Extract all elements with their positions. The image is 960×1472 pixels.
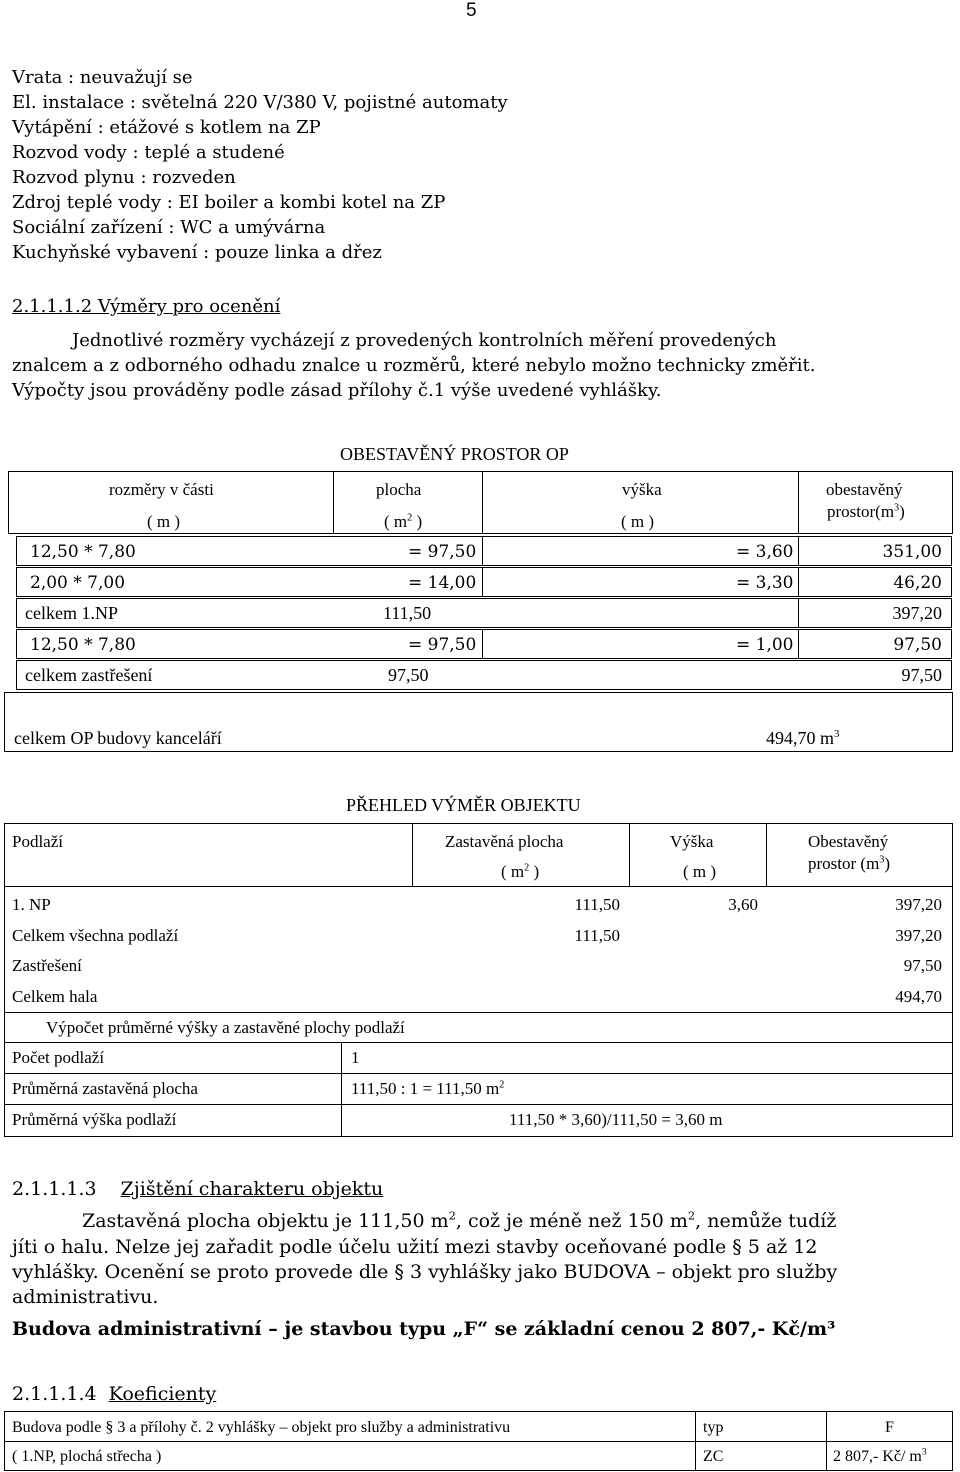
prehled-col-podlazi: Podlaží [12,832,63,851]
koef-heading: 2.1.1.1.4 Koeficienty [12,1383,217,1405]
pocet-label: Počet podlaží [12,1048,105,1067]
page-number: 5 [466,0,477,21]
table-row-label: 1. NP [12,895,51,914]
prum-plocha-label: Průměrná zastavěná plocha [12,1079,198,1098]
paragraph-line: Zastavěná plocha objektu je 111,50 $m^2$, což je méně než 150 $m^2$, nemůže tudíž [82,1208,837,1232]
prehled-col-obestaveny: Obestavěný [808,832,889,851]
op-total-value: 494,70 $m^3$ [766,728,840,748]
table-row-label: Celkem všechna podlaží [12,926,179,945]
calc-title: Výpočet průměrné výšky a zastavěné plochy podlaží [46,1018,405,1037]
list-item: Sociální zařízení : WC a umývárna [12,217,326,238]
paragraph-line: administrativu. [12,1286,159,1308]
list-item: Vrata : neuvažují se [12,67,193,88]
list-item: Vytápění : etážové s kotlem na ZP [12,117,321,138]
op-col-vyska: výška [622,480,662,499]
list-item: Rozvod vody : teplé a studené [12,142,285,163]
paragraph-line: Výpočty jsou prováděny podle zásad přílohy č.1 výše uvedené vyhlášky. [12,380,662,401]
table-row-label: Zastřešení [12,956,82,975]
op-col-obestaveny: obestavěný [826,480,903,499]
list-item: Rozvod plynu : rozveden [12,167,236,188]
prehled-col-vyska: Výška [670,832,714,851]
section-heading: 2.1.1.1.2 Výměry pro ocenění [12,296,281,317]
type-statement: Budova administrativní – je stavbou typu „F“ se základní cenou 2 807,- Kč/m³ [12,1318,836,1340]
prum-vyska-value: 111,50 * 3,60)/111,50 = 3,60 m [509,1110,723,1129]
op-table-title: OBESTAVĚNÝ PROSTOR OP [340,444,569,464]
prum-plocha-value: 111,50 : 1 = 111,50 $m^2$ [351,1079,505,1098]
paragraph-line: Jednotlivé rozměry vycházejí z provedených kontrolních měření provedených [72,330,777,351]
charakter-heading: 2.1.1.1.3 Zjištění charakteru objektu [12,1178,384,1200]
op-col-rozmery: rozměry v části [109,480,214,499]
table-row-label: Celkem hala [12,987,98,1006]
op-col-plocha: plocha [376,480,422,499]
paragraph-line: znalcem a z odborného odhadu znalce u rozměrů, které nebylo možno technicky změřit. [12,355,816,376]
op-total-label: celkem OP budovy kanceláří [14,728,222,748]
pocet-value: 1 [351,1048,360,1067]
list-item: El. instalace : světelná 220 V/380 V, pojistné automaty [12,92,508,113]
paragraph-line: vyhlášky. Ocenění se proto provede dle § 3 vyhlášky jako BUDOVA – objekt pro služby [12,1261,838,1283]
prehled-title: PŘEHLED VÝMĚR OBJEKTU [346,795,581,815]
list-item: Zdroj teplé vody : EI boiler a kombi kotel na ZP [12,192,446,213]
list-item: Kuchyňské vybavení : pouze linka a dřez [12,242,382,263]
paragraph-line: jíti o halu. Nelze jej zařadit podle účelu užití mezi stavby oceňované podle § 5 až 12 [12,1236,818,1258]
prehled-col-zastavena: Zastavěná plocha [445,832,564,851]
prum-vyska-label: Průměrná výška podlaží [12,1110,177,1129]
